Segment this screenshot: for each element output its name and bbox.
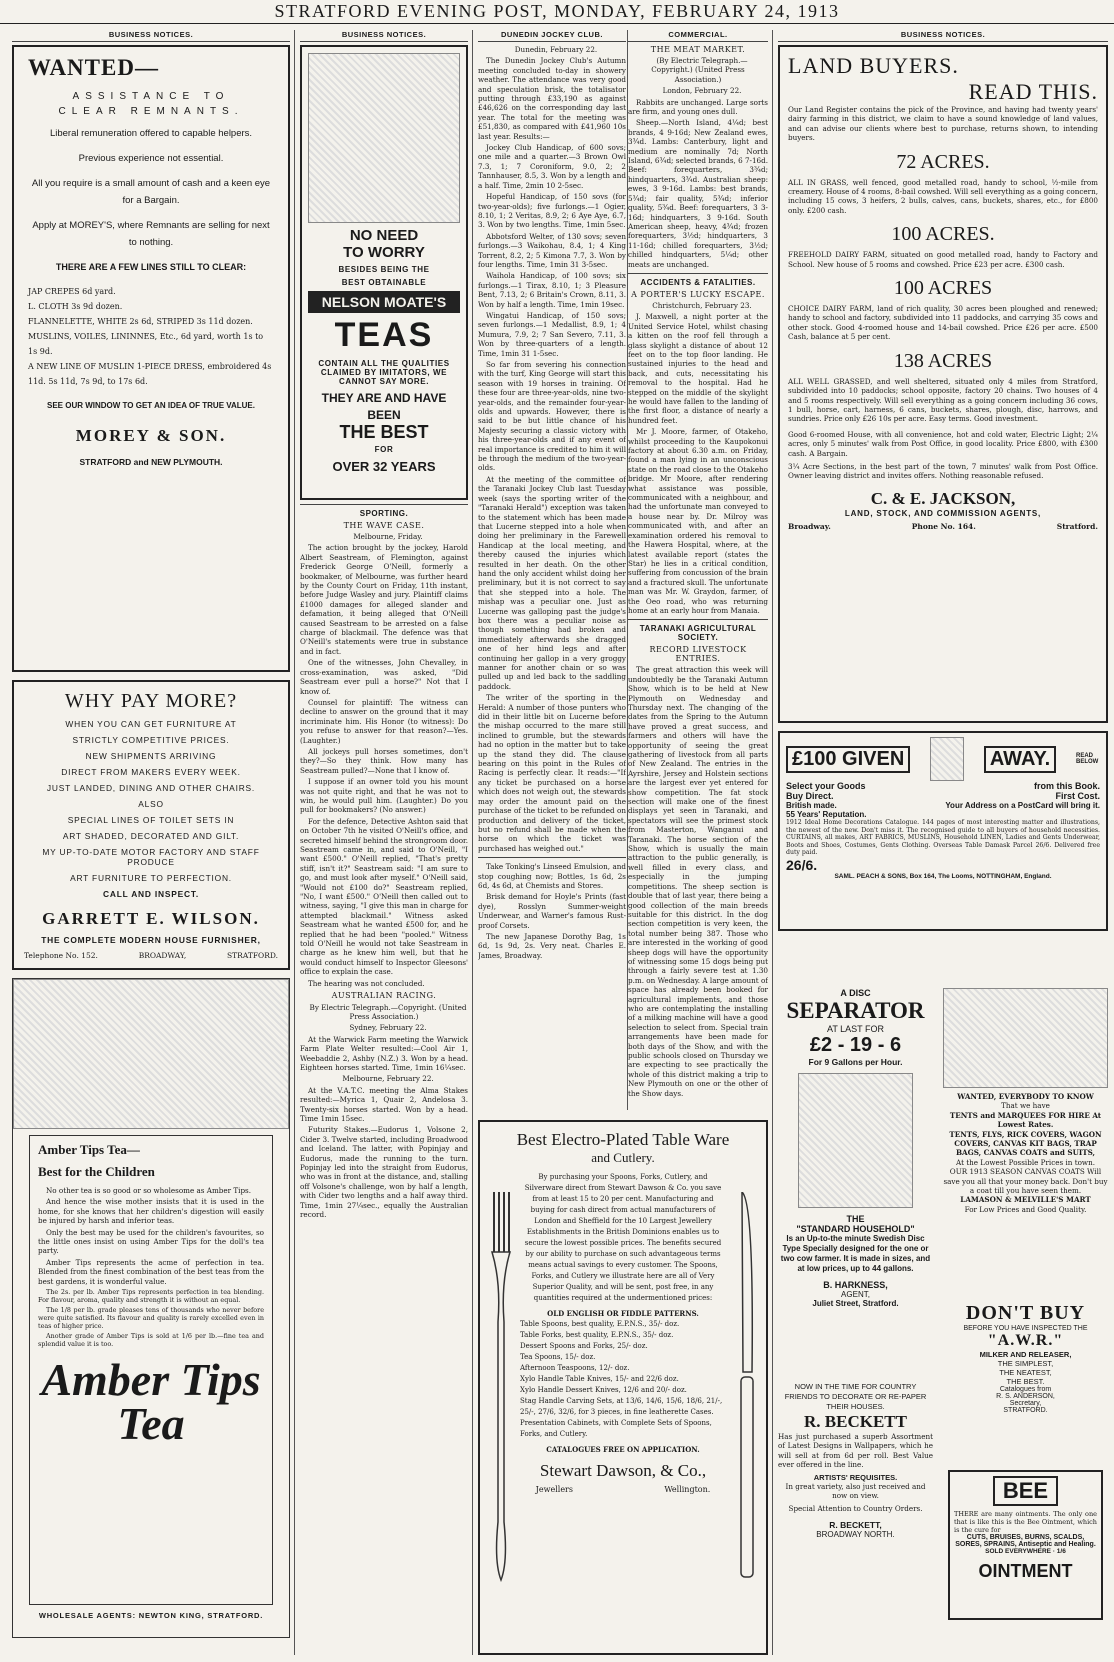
sep-name: "STANDARD HOUSEHOLD": [796, 1224, 915, 1234]
dont-buy-advert: [943, 1302, 1108, 1462]
beckett-advert: [778, 1382, 933, 1642]
amber-title: Amber Tips Tea—: [38, 1142, 140, 1157]
dontbuy-line: THE BEST.: [1006, 1377, 1045, 1386]
paragraph: At the meeting of the committee of the Taranaki Jockey Club last Tuesday week (says the sporting writer of the "Taranaki Herald") exception was taken to the statement which has been made that Lucerne stepped into a hole when doing her preliminary in the Farewell Handicap at the local meeting, and thereby caused the injuries which resulted in her death. On the other hand the only accident whilst doing her preliminary, but it is not correct to say that she stepped into a hole. The mishap was a peculiar one. Just as Lucerne was galloping past the judge's box there was a peculiar noise as though something had broken and immediately afterwards she dragged one of her hind legs and after continuing her gallop in a very groggy manner for another chain or so was pulled up and led back to the saddling paddock.: [478, 474, 626, 691]
beckett-line: ARTISTS' REQUISITES.: [813, 1472, 898, 1482]
land-acres: 72 ACRES.: [896, 150, 990, 173]
paragraph: Another grade of Amber Tips is sold at 1/6 per lb.—fine tea and splendid value it is too.: [38, 1332, 264, 1349]
why-line: SPECIAL LINES OF TOILET SETS IN: [67, 815, 235, 825]
column-2: [300, 30, 468, 1655]
tent-line: TENTS and MARQUEES FOR HIRE At Lowest Rates.: [949, 1110, 1102, 1130]
divider: [478, 857, 626, 858]
beckett-desc: Special Attention to Country Orders.: [788, 1504, 923, 1514]
amber-body: [38, 1186, 264, 1348]
paragraph: The writer of the sporting in the Herald: A number of those punters who did in their little bit on Lucerne before the mishap occurred to the mare still inclined to grumble, but the stewards had no option in the matter but to take up the stand they did. The clause bearing on this point in the Rules of Racing is perfectly clear. It reads:—"If any ticket be purchased on a horse which does not weigh out, the stewards may order the amount paid on the purchase of the ticket to be refunded on production and delivery of the ticket, but no refund shall be made when the horse on which the ticket was purchased has weighed out.": [478, 693, 626, 853]
separator-illustration: [798, 1073, 913, 1208]
land-buyers-advert: [778, 45, 1108, 723]
dontbuy-line: THE NEATEST,: [999, 1368, 1052, 1377]
land-desc: ALL IN GRASS, well fenced, good metalled road, handy to school, ½-mile from creamery. House of 4 rooms, 8-bail cowshed. Will sell everything as a going concern, including 15 cows, 3 heifers, 2 bulls, calves, cans, buckets, shares, etc., for £800 only. £200 cash.: [788, 177, 1098, 215]
tea-party-illustration: [13, 979, 289, 1129]
dontbuy-line: BEFORE YOU HAVE INSPECTED THE: [963, 1325, 1088, 1332]
catalogue-illustration: [930, 737, 964, 781]
given-text: Select your Goods: [786, 781, 866, 791]
land-desc: ALL WELL GRASSED, and well sheltered, situated only 4 miles from Stratford, subdivided into 10 paddocks; school opposite, factory 20 chains. Two houses of 4 and 5 rooms respectively. Will sell everything as a going concern including 36 cows, 1 bull, horse, cart, harness, 6 cans, buckets, shares, plough, disc, harrows, and sundries. Price only £26 10s per acre. Easy terms. Good investment.: [788, 376, 1098, 424]
section-head: ACCIDENTS & FATALITIES.: [640, 277, 756, 287]
list-item: Xylo Handle Table Knives, 15/- and 22/6 doz.: [520, 1375, 679, 1383]
why-street: BROADWAY,: [138, 951, 187, 960]
paragraph: Wingatui Handicap, of 150 sovs; seven furlongs.—1 Medallist, 8.9, 1; 4 Mumura, 7.9, 2; 7 San Severo, 7.11, 3. Won by three-quarters of a length. Time, 1min 31 1-5sec.: [478, 310, 626, 358]
sep-price: £2 - 19 - 6: [809, 1034, 902, 1056]
land-desc: CHOICE DAIRY FARM, land of rich quality, 30 acres been ploughed and renewed; handy to school and factory, subdivided into 11 paddocks, and carrying 35 cows and other stock. Good 4-roomed house and 14-bail cowshed. Price £26 per acre. £500 Cash, balance at 5 per cent.: [788, 304, 1098, 342]
paragraph: Amber Tips represents the acme of perfection in tea. Blended from the finest combination of the best teas from the best gardens, it is wonderful value.: [38, 1257, 264, 1286]
wanted-window: SEE OUR WINDOW TO GET AN IDEA OF TRUE VALUE.: [46, 401, 255, 410]
commercial-body: [628, 56, 768, 269]
land-street: Broadway.: [788, 521, 831, 531]
dontbuy-line: Secretary,: [1009, 1400, 1042, 1407]
bee-desc: THERE are many ointments. The only one that is like this is the Bee Ointment, which is the cure for: [954, 1510, 1097, 1534]
beckett-addr: BROADWAY NORTH.: [816, 1529, 895, 1539]
wanted-few-lines: THERE ARE A FEW LINES STILL TO CLEAR:: [55, 262, 247, 272]
paragraph: Hopeful Handicap, of 150 sovs (for two-year-olds); five furlongs.—1 Ogier, 8.10, 1; 2 Veritas, 8.9, 2; 6 Aye Aye, 6.7, 3. Won by two lengths. Time, 1min 5sec.: [478, 192, 626, 230]
separator-advert: [778, 988, 933, 1378]
given-row: [786, 781, 1100, 791]
beckett-desc: In great variety, also just received and now on view.: [785, 1481, 926, 1501]
bee-ointment-advert: [948, 1470, 1103, 1620]
paragraph: Waihola Handicap, of 100 sovs; six furlongs.—1 Tirax, 8.10, 1; 3 Pleasure Bent, 7.13, 2; 6 Britain's Crown, 8.11, 3. Won by half a length. Time, 1min 19sec.: [478, 271, 626, 309]
land-footer: [788, 522, 1098, 531]
byline: (By Electric Telegraph.—Copyright.) (United Press Association.): [651, 56, 748, 84]
list-item: Table Forks, best quality, E.P.N.S., 35/- doz.: [520, 1331, 674, 1339]
tea-line: BEST OBTAINABLE: [341, 278, 427, 287]
given-title: AWAY.: [984, 746, 1056, 773]
wanted-text: Previous experience not essential.: [78, 153, 224, 164]
paragraph: The great attraction this week will undoubtedly be the Taranaki Autumn Show, which is to be held at New Plymouth on Wednesday and Thursday next. The changing of the dates from the Spring to the Autumn have proved a great success, and farmers and others will have the opportunity of seeing the great gathering of livestock from all parts of New Zealand. The entries in the Ayrshire, Jersey and Holstein sections are the largest ever yet entered for show competition. The fat stock section will make one of the finest displays yet seen in Taranaki, and spectators will see the primest stock from Masterton, Wanganui and Taranaki. The horse section of the Show, which is usually the main attraction to the public generally, is well filled in every class, and especially in the jumping competitions. The sheep section is double that of last year, there being a good collection of the main breeds suitable for this district. In the dog section competition is very keen, the total number being 387. Those who are interested in the working of good sheep dogs will have the opportunity of witnessing some 15 dogs being put through a fairly severe test at 1.30 p.m. on Wednesday. A large amount of space has already been booked for agricultural implements, and those who are contemplating the installing of a milking machine will have a good selection to select from. Special train arrangements have been made for both days of the Show, and with the public schools closed on Thursday we are expecting to see practically the whole of this district making a trip to New Plymouth on one or the other of the Show days.: [628, 665, 768, 1098]
paragraph: The 2s. per lb. Amber Tips represents perfection in tea blending. For flavour, aroma, quality and strength it is without an equal.: [38, 1288, 264, 1305]
land-phone: Phone No. 164.: [911, 521, 976, 531]
sep-agent: AGENT,: [841, 1290, 870, 1299]
wanted-text: All you require is a small amount of cash and a keen eye for a Bargain.: [31, 178, 271, 206]
why-line: STRICTLY COMPETITIVE PRICES.: [72, 735, 230, 745]
paragraph: The action brought by the jockey, Harold Albert Seastream, of Flemington, against Frederick George O'Neill, formerly a bookmaker, of Melbourne, was further heard by the County Court on Friday, 11th instant, before Judge Wasley and jury. Plaintiff claims £1000 damages for alleged slander and defamation, it being alleged that O'Neill caused Seastream to be arrested on a false charge of blackmail. The defence was that O'Neill's statements were true in substance and in fact.: [300, 543, 468, 656]
wanted-firm: MOREY & SON.: [75, 426, 227, 445]
land-firm: C. & E. JACKSON,: [870, 488, 1016, 508]
small-adverts: [478, 862, 626, 960]
column-1: [12, 30, 290, 1655]
list-item: MUSLINS, VOILES, LININNES, Etc., 6d yard, worth 1s to 1s 9d.: [28, 332, 264, 356]
paragraph: Counsel for plaintiff: The witness can decline to answer on the ground that it may incriminate him. His Honor (to witness): Do you refuse to answer for that reason?—Yes. (Laughter.): [300, 697, 468, 745]
list-item: Presentation Cabinets, with Complete Sets of Spoons, Forks, and Cutlery.: [520, 1419, 712, 1438]
tent-head: WANTED, EVERYBODY TO KNOW: [957, 1092, 1094, 1101]
section-head: TARANAKI AGRICULTURAL SOCIETY.: [639, 624, 757, 643]
dateline: Dunedin, February 22.: [514, 45, 598, 54]
plate-title: Best Electro-Plated Table Ware: [516, 1130, 730, 1149]
paragraph: J. Maxwell, a night porter at the United Service Hotel, whilst chasing a kitten on the roof fell through a glass skylight a distance of about 12 feet on to the top floor landing. He sustained injuries to the head and back, and cuts, necessitating his removal to the hospital. Had he stepped on the middle of the skylight he would have fallen to the landing of the first floor, a distance of nearly a hundred feet.: [628, 312, 768, 425]
column-3: [478, 30, 626, 1110]
paragraph: For the defence, Detective Ashton said that on October 7th he visited O'Neill's office, and secreted himself behind the strongroom door. Seastream came in, and said to O'Neill, "I want £500." O'Neill replied, "That's pretty stiff, isn't it?" Seastream said: "I am sure to go, and must look after myself." O'Neill said, "Would not £100 do?" Seastream replied, "No, I want £500." O'Neill then called out to witness, saying, "I give this man in charge for attempted blackmail." Witness asked Seastream what he wanted £500 for, and he replied that he had been "pooled." Witness told O'Neill he would not take Seastream in charge as he knew him well, but that he would conduct himself to Inspector Gleesons' office to explain the case.: [300, 816, 468, 977]
paragraph: The Dunedin Jockey Club's Autumn meeting concluded to-day in showery weather. The attendance was very good and speculation brisk, the totalisator putting through £33,190 as against £46,626 on the corresponding day last year. The total for the meeting was £51,830, as compared with £41,960 10s last year. Results:—: [478, 56, 626, 141]
section-head: DUNEDIN JOCKEY CLUB.: [478, 30, 626, 42]
plate-body: [520, 1172, 726, 1455]
why-line: ART SHADED, DECORATED AND GILT.: [62, 831, 240, 841]
tents-advert: [943, 988, 1108, 1293]
article-title: AUSTRALIAN RACING.: [331, 991, 437, 1001]
amber-agents: WHOLESALE AGENTS: NEWTON KING, STRATFORD.: [38, 1611, 264, 1620]
plate-firm: Stewart Dawson, & Co.,: [539, 1461, 707, 1480]
paragraph: The 1/8 per lb. grade pleases tens of thousands who never before were quite satisfied. Its flavour and quality is rarely excelled even in teas of higher price.: [38, 1306, 264, 1331]
plate-items: [520, 1319, 726, 1440]
dontbuy-awr: "A.W.R.": [987, 1332, 1064, 1349]
land-title: READ THIS.: [968, 79, 1098, 104]
paragraph: Rabbits are unchanged. Large sorts are firm, and young ones dull.: [628, 97, 768, 117]
wanted-list: [28, 284, 274, 389]
section-head: COMMERCIAL.: [628, 30, 768, 42]
why-line: ALSO: [138, 799, 164, 809]
dateline: Melbourne, Friday.: [353, 532, 423, 541]
tea-line: BESIDES BEING THE: [338, 265, 430, 274]
list-item: A NEW LINE OF MUSLIN 1-PIECE DRESS, embroidered 4s 11d. 5s 11d, 7s 9d, to 17s 6d.: [28, 362, 272, 386]
paragraph: Futurity Stakes.—Eudorus 1, Volsone 2, Cider 3. Twelve started, including Broadwood and Iceland. The latter, with Popinjay and Eudorus, made the running to the turn. Popinjay led into the straight from Eudorus, who was in front at the distance, and, stalling off Volsone's challenge, won by half a length, with Cider two lengths and a half away third. Time, 1min 27¼sec., equally the Australian record.: [300, 1125, 468, 1220]
paragraph: So far from severing his connection with the turf, King George will start this season with 19 horses in training. Of these four are three-year-olds, nine two-year-olds, and the remainder four-year-olds and upwards. However, there is said to be but little chance of his Majesty securing a classic victory with his three-year-olds and if any event of real importance is credited to him it will be through the medium of the two-year-olds.: [478, 360, 626, 473]
plate-footer: [490, 1485, 756, 1494]
dontbuy-line: STRATFORD.: [1003, 1407, 1048, 1414]
given-row: [786, 801, 1100, 810]
list-item: Xylo Handle Dessert Knives, 12/6 and 20/- doz.: [520, 1386, 687, 1394]
paragraph: The hearing was not concluded.: [308, 978, 425, 988]
tent-line: OUR 1913 SEASON CANVAS COATS Will save you all that your money back. Don't buy a coat till you have seen them.: [943, 1167, 1108, 1196]
paragraph: Abbotsford Welter, of 130 sovs; seven furlongs.—3 Waikohau, 8.4, 1; 4 King Torrent, 8.2, 2; 5 Kimona 7.7, 3. Won by four lengths. Time, 1min 31 3-5sec.: [478, 231, 626, 269]
small-advert: Brisk demand for Hoyle's Prints (fast dye), Rosslyn Summer-weight Underwear, and Warner's famous Rust-proof Corsets.: [478, 892, 626, 930]
list-item: Tea Spoons, 15/- doz.: [520, 1353, 596, 1361]
list-item: Dessert Spoons and Forks, 25/- doz.: [520, 1342, 648, 1350]
list-item: Stag Handle Carving Sets, at 13/6, 14/6, 15/6, 18/6, 21/-, 25/-, 27/6, 32/6, for 3 pieces, in fine leatherette Cases.: [520, 1397, 723, 1416]
dontbuy-line: THE SIMPLEST,: [997, 1359, 1054, 1368]
paragraph: At the Warwick Farm meeting the Warwick Farm Plate Welter resulted:—Cool Air 1, Weebaddie 2, Ashby (N.Z.) 3. Won by a head. Eighteen horses started. Time, 1min 16¼sec.: [300, 1034, 468, 1072]
bee-sold: SOLD EVERYWHERE · 1/6: [985, 1548, 1066, 1555]
bee-ointment: OINTMENT: [978, 1561, 1073, 1581]
knife-illustration: [738, 1192, 756, 1582]
sep-firm: B. HARKNESS,: [823, 1280, 888, 1290]
given-fine: 1912 Ideal Home Decorations Catalogue. 144 pages of most interesting matter and illustrations, the newest of the new. Don't miss it. The recognised guide to all buyers of household necessities. CURTAINS, all makes, ART FABRICS, MUSLINS, Household LINEN, Ladies and Gents Underwear, Boots and Shoes, Costumes, Gents Clothing. Overseas Table Damask Parcel 26/6. Delivered free duty paid.: [786, 819, 1100, 857]
masthead: STRATFORD EVENING POST, MONDAY, FEBRUARY 24, 1913: [0, 0, 1114, 24]
paragraph: One of the witnesses, John Chevalley, in cross-examination, was asked, "Did Seastream ever pull a horse?" Not that I know of.: [300, 658, 468, 696]
dontbuy-line: MILKER AND RELEASER,: [979, 1350, 1072, 1359]
given-firm: SAML. PEACH & SONS, Box 164, The Looms, NOTTINGHAM, England.: [834, 872, 1052, 880]
sep-line: For 9 Gallons per Hour.: [808, 1057, 903, 1067]
dateline: Melbourne, February 22.: [342, 1074, 434, 1084]
paragraph: Jockey Club Handicap, of 600 sovs; one mile and a quarter.—3 Brown Owl 7.3, 1; 7 Coroniform, 9.0, 2; 2 Tannhauser, 8.5, 3. Won by a length and a half. Time, 2min 10 2-5sec.: [478, 143, 626, 190]
paragraph: No other tea is so good or so wholesome as Amber Tips.: [46, 1186, 252, 1195]
given-title: £100 GIVEN: [786, 746, 910, 773]
column-rule: [294, 30, 295, 1655]
tent-line: TENTS, FLYS, RICK COVERS, WAGON COVERS, CANVAS KIT BAGS, TRAP BAGS, CANVAS COATS and SUITS,: [949, 1129, 1102, 1158]
amber-title: Best for the Children: [38, 1164, 155, 1179]
paragraph: At the V.A.T.C. meeting the Alma Stakes resulted:—Myrica 1, Quair 2, Andelosa 3. Twenty-six horses started. Won by a head. Time 1min 15sec.: [300, 1085, 468, 1123]
wanted-advert: [12, 45, 290, 672]
land-acres: 100 ACRES: [893, 277, 993, 300]
tent-illustration: [943, 988, 1108, 1088]
paragraph: And hence the wise mother insists that it is used in the home, for she knows that her children's digestion will easily be injured by harsh and inferior teas.: [38, 1197, 264, 1226]
column-5: [778, 30, 1108, 1655]
land-town: Stratford.: [1056, 521, 1098, 531]
land-intro: Our Land Register contains the pick of the Province, and having had twenty years' dairy farming in this district, we claim to have a sound knowledge of land values, and can advise our clients where best to purchase, returns shown, to intending buyers.: [788, 105, 1098, 143]
wanted-text: Apply at MOREY'S, where Remnants are selling for next to nothing.: [32, 220, 270, 248]
plate-patterns: OLD ENGLISH OR FIDDLE PATTERNS.: [547, 1309, 699, 1318]
dontbuy-line: R. S. ANDERSON,: [996, 1393, 1055, 1400]
dateline: Sydney, February 22.: [349, 1023, 427, 1033]
divider: [300, 504, 468, 505]
accidents-body: [628, 301, 768, 615]
given-row: [786, 791, 1100, 801]
given-text: Your Address on a PostCard will bring it.: [945, 801, 1100, 810]
electro-plated-advert: [478, 1120, 768, 1655]
why-title: WHY PAY MORE?: [64, 690, 238, 712]
paragraph: Only the best may be used for the children's favourites, so the little ones insist on using Amber Tips for the doll's tea party.: [38, 1227, 264, 1256]
sep-desc: Is an Up-to-the minute Swedish Disc Type Specially designed for the one or two cow farmer. It is made in sizes, and at low prices, up to 44 gallons.: [780, 1234, 931, 1273]
tent-body: [943, 1092, 1108, 1214]
list-item: L. CLOTH 3s 9d dozen.: [28, 302, 123, 311]
list-item: Afternoon Teaspoons, 12/- doz.: [520, 1364, 630, 1372]
given-text: from this Book.: [1033, 781, 1100, 791]
why-phone: Telephone No. 152.: [24, 951, 98, 960]
wanted-title: WANTED—: [28, 55, 159, 80]
sep-line: AT LAST FOR: [826, 1024, 884, 1034]
amber-inner: [29, 1135, 273, 1605]
taranaki-body: [628, 665, 768, 1098]
article-title: THE WAVE CASE.: [343, 521, 425, 530]
small-advert: Take Tonking's Linseed Emulsion, and stop coughing now; Bottles, 1s 6d, 2s 6d, 4s 6d, at Chemists and Stores.: [478, 862, 626, 890]
land-desc: Good 6-roomed House, with all convenience, hot and cold water, Electric Light; 2¼ acres, only 5 minutes' walk from Post Office, in good locality. Price £800, with £300 cash. A Bargain.: [788, 429, 1098, 458]
dontbuy-line: Catalogues from: [999, 1386, 1052, 1393]
tea-line: THE BEST: [339, 422, 429, 442]
why-town: STRATFORD.: [227, 951, 278, 960]
dontbuy-title: DON'T BUY: [965, 1302, 1086, 1324]
column-rule: [472, 30, 473, 1655]
given-text: 55 Years' Reputation.: [786, 810, 867, 819]
sporting-body: [300, 532, 468, 1219]
dateline: Christchurch, February 23.: [652, 300, 752, 310]
given-text: First Cost.: [1055, 791, 1100, 801]
paragraph: I suppose if an owner told you his mount was not quite right, and that he was not to win, he would pull him. (Laughter.) Do you pull for bookmakers? (No answer.): [300, 777, 468, 815]
why-line: JUST LANDED, DINING AND OTHER CHAIRS.: [46, 783, 256, 793]
tent-line: At the Lowest Possible Prices in town.: [956, 1157, 1095, 1167]
land-title: LAND BUYERS.: [788, 53, 959, 78]
beckett-firm: R. BECKETT,: [829, 1519, 882, 1530]
why-sub: THE COMPLETE MODERN HOUSE FURNISHER,: [41, 935, 261, 945]
tea-line: TO WORRY: [343, 244, 425, 261]
tent-line: For Low Prices and Good Quality.: [964, 1204, 1087, 1214]
plate-subtitle: and Cutlery.: [591, 1150, 655, 1165]
section-head: SPORTING.: [359, 509, 409, 518]
tea-line: FOR: [374, 445, 394, 454]
small-advert: The new Japanese Dorothy Bag, 1s 6d, 1s 9d, 2s. Very neat. Charles E. James, Broadway.: [478, 931, 626, 960]
tea-line: CONTAIN ALL THE QUALITIES CLAIMED BY IMITATORS, WE CANNOT SAY MORE.: [318, 359, 450, 386]
paragraph: All jockeys pull horses sometimes, don't they?—So they think. How many has Seastream pulled?—None that I know of.: [300, 746, 468, 775]
why-line: MY UP-TO-DATE MOTOR FACTORY AND STAFF PRODUCE: [42, 847, 260, 867]
why-line: ART FURNITURE TO PERFECTION.: [70, 873, 232, 883]
paragraph: Sheep.—North Island, 4¼d; best brands, 4 9-16d; New Zealand ewes, 3¾d. Lambs: Canterbury, light and medium are nominally 7d; North Island, 6¾d; selected brands, 6 7-16d. Beef: forequarters, 3¾d; hindquarters, 3¾d. Australian sheep: ewes, 3 9-16d. Lambs: best brands, 5¾d; fair quality, 5¾d; inferior quality, 5¾d. Beef: forequarters, 3 3-16d; hindquarters, 3 9-16d. South American sheep, heavy, 4¾d; frozen forequarters, 3½d; hindquarters, 3 11-16d; chilled forequarters, 3½d; chilled hindquarters, 5¼d; other meats are unchanged.: [628, 118, 768, 269]
tent-firm: LAMASON & MELVILLE'S MART: [960, 1195, 1091, 1205]
column-rule: [772, 30, 773, 1655]
section-head: BUSINESS NOTICES.: [300, 30, 468, 42]
beckett-name: R. BECKETT: [804, 1412, 907, 1431]
land-desc: 3¼ Acre Sections, in the best part of the town, 7 minutes' walk from Post Office. Owner leaving district and invites offers. Nothing reasonable refused.: [788, 461, 1098, 481]
land-acres: 138 ACRES: [893, 349, 993, 372]
plate-city: Wellington.: [664, 1485, 711, 1494]
bee-cures: CUTS, BRUISES, BURNS, SCALDS, SORES, SPRAINS, Antiseptic and Healing.: [955, 1534, 1096, 1548]
why-line: NEW SHIPMENTS ARRIVING: [85, 751, 217, 761]
divider: [628, 273, 768, 274]
byline: By Electric Telegraph.—Copyright. (United Press Association.): [309, 1002, 467, 1021]
dateline: London, February 22.: [662, 86, 742, 96]
tent-line: That we have: [1001, 1101, 1050, 1111]
tea-line: THEY ARE AND HAVE BEEN: [321, 391, 447, 422]
land-sub: LAND, STOCK, AND COMMISSION AGENTS,: [844, 508, 1042, 518]
sep-line: A DISC: [840, 988, 871, 998]
amber-tips-advert: [12, 978, 290, 1638]
given-text: Buy Direct.: [786, 791, 834, 801]
article-title: RECORD LIVESTOCK ENTRIES.: [649, 645, 747, 664]
list-item: JAP CREPES 6d yard.: [28, 287, 116, 296]
section-head: BUSINESS NOTICES.: [778, 30, 1108, 42]
why-line: WHEN YOU CAN GET FURNITURE AT: [65, 719, 237, 729]
hundred-given-advert: [778, 731, 1108, 931]
list-item: Table Spoons, best quality, E.P.N.S., 35/- doz.: [520, 1320, 680, 1328]
given-price: 26/6.: [786, 856, 818, 873]
list-item: FLANNELETTE, WHITE 2s 6d, STRIPED 3s 11d dozen.: [28, 317, 253, 326]
why-line: CALL AND INSPECT.: [103, 889, 199, 899]
given-read: READ BELOW: [1076, 753, 1099, 765]
sep-title: SEPARATOR: [786, 998, 925, 1023]
wanted-line: ASSISTANCE TO: [72, 91, 230, 102]
sep-line: THE: [846, 1214, 865, 1224]
nelson-moate-tea-advert: [300, 45, 468, 500]
tea-line: NO NEED: [349, 227, 419, 244]
why-line: DIRECT FROM MAKERS EVERY WEEK.: [61, 767, 241, 777]
why-pay-more-advert: [12, 680, 290, 970]
land-acres: 100 ACRES.: [891, 223, 995, 246]
divider: [628, 619, 768, 620]
amber-logo: Amber Tips Tea: [41, 1354, 261, 1450]
wanted-places: STRATFORD and NEW PLYMOUTH.: [79, 457, 223, 467]
plate-intro: By purchasing your Spoons, Forks, Cutlery, and Silverware direct from Stewart Dawson & Co. you save from at least 15 to 20 per cent. Manufacturing and buying for cash direct from actual manufacturers of London and Sheffield for the 10 Largest Jewellery Establishments in the British Dominions enables us to secure the lowest possible prices. The benefits secured by our ability to purchase on such advantageous terms means actual savings to every customer. The Spoons, Forks, and Cutlery we illustrate here are all of Very Superior Quality, and will be sent, post free, in any quantities required at the undermentioned prices:: [524, 1173, 722, 1302]
given-text: British made.: [786, 801, 837, 810]
plate-catalogue: CATALOGUES FREE ON APPLICATION.: [546, 1445, 700, 1454]
land-desc: FREEHOLD DAIRY FARM, situated on good metalled road, handy to Factory and School. New house of 5 rooms and cowshed. Price £23 per acre. £300 cash.: [788, 250, 1098, 269]
bee-title: BEE: [993, 1476, 1058, 1506]
tea-line: OVER 32 YEARS: [332, 459, 436, 474]
tea-teas: TEAS: [334, 316, 434, 354]
wanted-text: Liberal remuneration offered to capable helpers.: [49, 128, 253, 139]
paragraph: Mr J. Moore, farmer, of Otakeho, whilst proceeding to the Kaupokonui factory at about 6.30 a.m. on Friday, found a man lying in an unconscious state on the road close to the Otakeho bridge. Mr Moore, after rendering what assistance was possible, communicated with a neighbour, and had the unfortunate man conveyed to a house near by. Dr. Milroy was communicated with, and after an examination ordered his removal to the Hawera Hospital, where, at the latest available report (states the Star) he lies in a critical condition, suffering from concussion of the brain and a fractured skull. The unfortunate man was Mr. W. Graydon, farmer, of the Oeo road, who was returning home at an early hour from Manaia.: [628, 427, 768, 615]
article-title: A PORTER'S LUCKY ESCAPE.: [631, 289, 765, 299]
why-name: GARRETT E. WILSON.: [42, 909, 260, 928]
plate-jewellers: Jewellers: [535, 1485, 573, 1494]
wanted-line: CLEAR REMNANTS.: [58, 106, 244, 117]
dunedin-body: [478, 45, 626, 853]
beckett-desc: Has just purchased a superb Assortment of Latest Designs in Wallpapers, which he will sell at from 6d per roll. Best Value ever offered in the line.: [778, 1432, 933, 1470]
woman-illustration: [308, 53, 460, 223]
fork-illustration: [490, 1192, 512, 1582]
article-title: THE MEAT MARKET.: [650, 45, 746, 54]
why-footer: [24, 951, 278, 960]
beckett-line: NOW IN THE TIME FOR COUNTRY FRIENDS TO DECORATE OR RE-PAPER THEIR HOUSES.: [784, 1382, 927, 1411]
tea-brand: NELSON MOATE'S: [308, 291, 460, 313]
column-4: [628, 30, 768, 1110]
section-head: BUSINESS NOTICES.: [12, 30, 290, 42]
sep-addr: Juliet Street, Stratford.: [812, 1299, 899, 1308]
